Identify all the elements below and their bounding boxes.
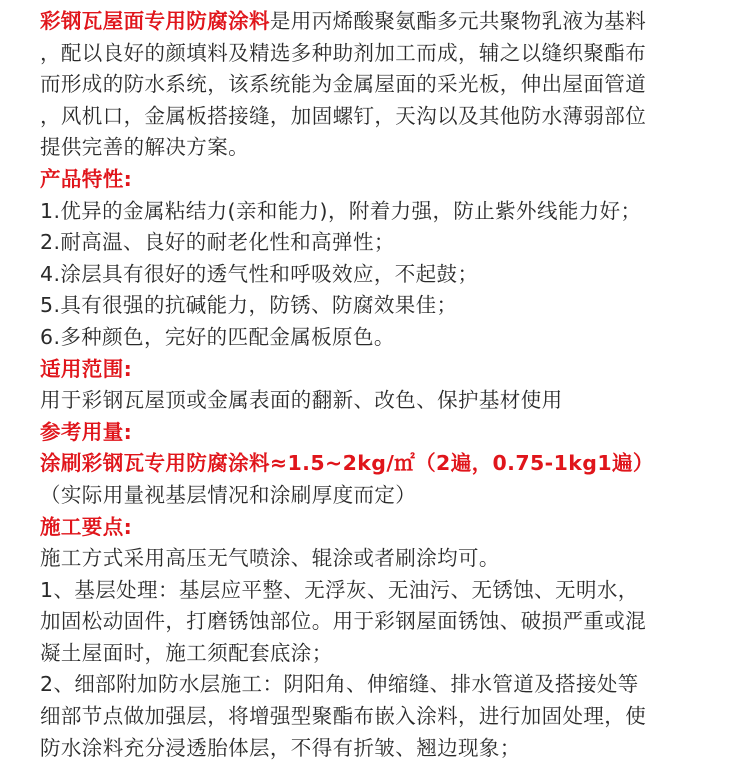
dosage-note: （实际用量视基层情况和涂刷厚度而定）	[40, 482, 417, 507]
construction-line: 施工方式采用高压无气喷涂、辊涂或者刷涂均可。	[40, 546, 500, 571]
construction-heading: 施工要点:	[40, 514, 133, 539]
dosage-amount: 涂刷彩钢瓦专用防腐涂料≈1.5~2kg/㎡（2遍，0.75-1kg1遍）	[40, 451, 654, 476]
construction-line: 2、细部附加防水层施工：阴阳角、伸缩缝、排水管道及搭接处等	[40, 672, 639, 697]
intro-line-5: 提供完善的解决方案。	[40, 135, 249, 160]
intro-line-1-text: 是用丙烯酸聚氨酯多元共聚物乳液为基料	[269, 9, 647, 33]
dosage-heading: 参考用量:	[40, 419, 133, 444]
intro-line-3: 而形成的防水系统，该系统能为金属屋面的采光板，伸出屋面管道	[40, 72, 647, 97]
feature-item: 5.具有很强的抗碱能力，防锈、防腐效果佳；	[40, 293, 458, 318]
feature-item: 4.涂层具有很好的透气性和呼吸效应，不起鼓；	[40, 261, 479, 286]
feature-item: 2.耐高温、良好的耐老化性和高弹性；	[40, 230, 395, 255]
construction-line: 凝土屋面时，施工须配套底涂；	[40, 640, 333, 665]
feature-item: 1.优异的金属粘结力(亲和能力)，附着力强，防止紫外线能力好；	[40, 198, 642, 223]
intro-line-4: ，风机口，金属板搭接缝，加固螺钉，天沟以及其他防水薄弱部位	[40, 103, 647, 128]
construction-line: 防水涂料充分浸透胎体层，不得有折皱、翘边现象；	[40, 735, 521, 760]
construction-line: 细部节点做加强层，将增强型聚酯布嵌入涂料，进行加固处理，使	[40, 704, 647, 729]
features-heading: 产品特性:	[40, 166, 133, 191]
construction-line: 1、基层处理：基层应平整、无浮灰、无油污、无锈蚀、无明水，	[40, 577, 639, 602]
intro-line-2: ，配以良好的颜填料及精选多种助剂加工而成，辅之以缝织聚酯布	[40, 40, 647, 65]
feature-item: 6.多种颜色，完好的匹配金属板原色。	[40, 324, 395, 349]
scope-text: 用于彩钢瓦屋顶或金属表面的翻新、改色、保护基材使用	[40, 388, 563, 413]
product-name: 彩钢瓦屋面专用防腐涂料	[40, 9, 270, 33]
construction-line: 加固松动固件，打磨锈蚀部位。用于彩钢屋面锈蚀、破损严重或混	[40, 609, 647, 634]
intro-line-1	[40, 6, 750, 38]
scope-heading: 适用范围:	[40, 356, 133, 381]
